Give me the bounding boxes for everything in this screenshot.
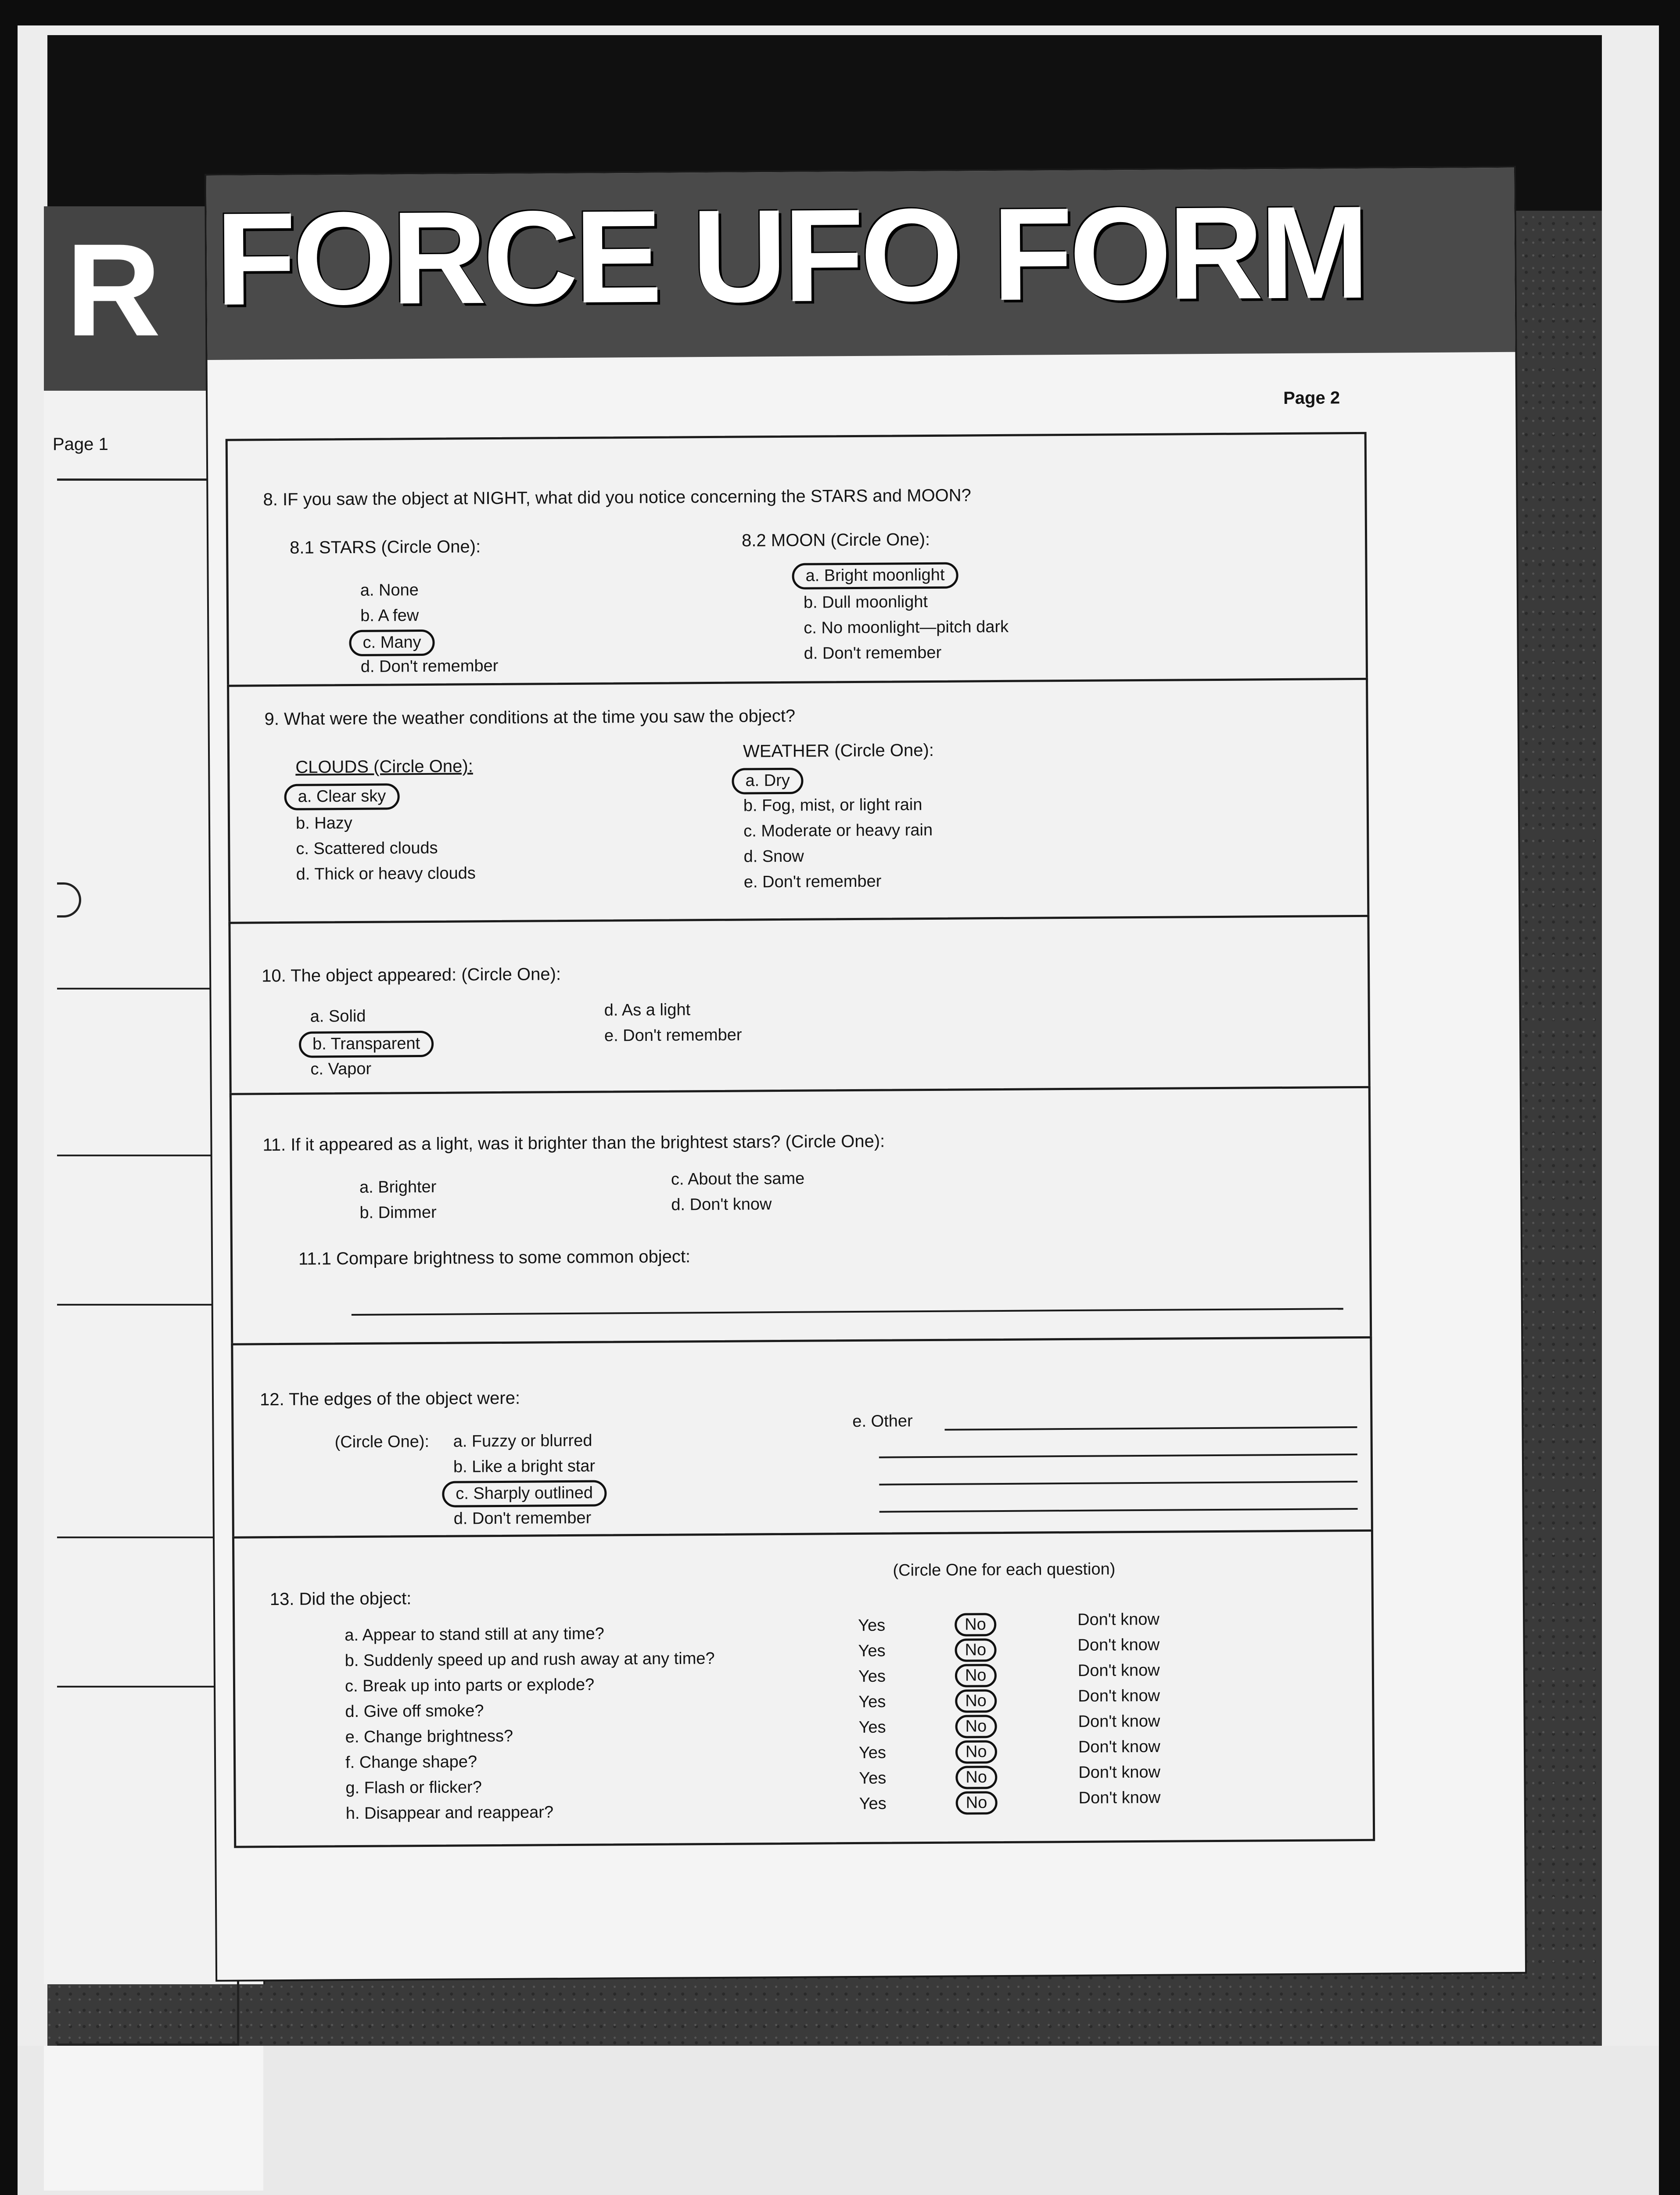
answer-dont-know[interactable]: Don't know: [1077, 1661, 1160, 1680]
answer-dont-know[interactable]: Don't know: [1078, 1712, 1160, 1731]
brightness-option[interactable]: d. Don't know: [671, 1195, 772, 1214]
answer-yes[interactable]: Yes: [859, 1769, 887, 1788]
question-10-section: [228, 915, 1370, 1098]
edges-option[interactable]: d. Don't remember: [453, 1508, 592, 1528]
weather-label: WEATHER (Circle One):: [743, 740, 934, 761]
motion-question: f. Change shape?: [345, 1752, 477, 1772]
edges-other-line[interactable]: [944, 1426, 1357, 1431]
form-title: FORCE UFO FORM: [215, 178, 1367, 333]
answer-yes[interactable]: Yes: [858, 1616, 886, 1635]
edges-option[interactable]: a. Fuzzy or blurred: [453, 1431, 592, 1451]
weather-option[interactable]: e. Don't remember: [743, 872, 882, 892]
stars-option-selected[interactable]: c. Many: [349, 630, 434, 656]
edges-other-label: e. Other: [852, 1412, 913, 1431]
answer-dont-know[interactable]: Don't know: [1078, 1686, 1160, 1706]
stars-option[interactable]: a. None: [360, 581, 419, 600]
answer-no-selected[interactable]: No: [955, 1715, 997, 1738]
answer-no-selected[interactable]: No: [955, 1613, 996, 1637]
weather-option[interactable]: c. Moderate or heavy rain: [743, 820, 933, 841]
back-page-divider: [57, 1155, 237, 1156]
question-13-title: 13. Did the object:: [269, 1589, 412, 1609]
clouds-option-selected[interactable]: a. Clear sky: [284, 783, 399, 810]
appearance-option[interactable]: d. As a light: [604, 1000, 691, 1020]
clouds-option[interactable]: b. Hazy: [295, 813, 352, 833]
question-8-section: [226, 432, 1368, 689]
edges-other-line[interactable]: [879, 1481, 1357, 1486]
stars-option[interactable]: d. Don't remember: [360, 656, 499, 676]
motion-question: a. Appear to stand still at any time?: [345, 1624, 604, 1645]
moon-option[interactable]: d. Don't remember: [804, 643, 942, 663]
motion-question: d. Give off smoke?: [345, 1702, 484, 1721]
brightness-option[interactable]: c. About the same: [671, 1169, 805, 1189]
brightness-compare-label: 11.1 Compare brightness to some common object:: [298, 1247, 691, 1269]
question-12-title: 12. The edges of the object were:: [259, 1388, 521, 1410]
motion-question: e. Change brightness?: [345, 1727, 513, 1747]
edges-circle-label: (Circle One):: [334, 1432, 430, 1452]
back-page-label: Page 1: [53, 435, 108, 454]
clouds-label: CLOUDS (Circle One):: [295, 756, 473, 777]
question-10-title: 10. The object appeared: (Circle One):: [262, 964, 561, 986]
back-banner-fragment: R: [66, 216, 161, 363]
answer-no-selected[interactable]: No: [955, 1689, 997, 1713]
question-13-section: [232, 1529, 1375, 1848]
question-9-section: [227, 678, 1369, 926]
back-page-divider: [57, 1686, 237, 1688]
motion-question: g. Flash or flicker?: [345, 1778, 482, 1798]
moon-option[interactable]: b. Dull moonlight: [803, 592, 928, 612]
answer-yes[interactable]: Yes: [858, 1718, 886, 1737]
form-page-2: [206, 168, 1525, 1980]
moon-label: 8.2 MOON (Circle One):: [741, 529, 930, 551]
form-banner: [206, 168, 1515, 360]
motion-question: b. Suddenly speed up and rush away at any time?: [345, 1649, 715, 1670]
moon-option-selected[interactable]: a. Bright moonlight: [792, 562, 958, 590]
answer-no-selected[interactable]: No: [955, 1664, 997, 1688]
question-13-instruction: (Circle One for each question): [893, 1560, 1116, 1580]
appearance-option[interactable]: a. Solid: [310, 1007, 366, 1026]
clouds-option[interactable]: d. Thick or heavy clouds: [296, 864, 476, 884]
motion-question: h. Disappear and reappear?: [345, 1803, 554, 1823]
question-11-section: [230, 1086, 1372, 1348]
appearance-option-selected[interactable]: b. Transparent: [299, 1031, 434, 1058]
weather-option[interactable]: b. Fog, mist, or light rain: [743, 795, 923, 815]
appearance-option[interactable]: e. Don't remember: [604, 1026, 742, 1045]
stars-option[interactable]: b. A few: [360, 606, 419, 625]
answer-dont-know[interactable]: Don't know: [1077, 1610, 1160, 1629]
back-page-bottom: [44, 2046, 263, 2191]
answer-no-selected[interactable]: No: [956, 1791, 998, 1815]
edges-other-line[interactable]: [879, 1508, 1358, 1513]
scan-lower-blank: [18, 2046, 1659, 2195]
stars-label: 8.1 STARS (Circle One):: [290, 537, 481, 558]
answer-no-selected[interactable]: No: [955, 1766, 997, 1789]
question-8-title: 8. IF you saw the object at NIGHT, what did you notice concerning the STARS and MOON?: [263, 486, 971, 510]
back-page-divider: [57, 1536, 237, 1538]
answer-dont-know[interactable]: Don't know: [1078, 1788, 1161, 1807]
answer-no-selected[interactable]: No: [955, 1740, 997, 1764]
appearance-option[interactable]: c. Vapor: [310, 1059, 372, 1079]
answer-yes[interactable]: Yes: [858, 1641, 886, 1660]
answer-yes[interactable]: Yes: [859, 1794, 887, 1813]
weather-option[interactable]: d. Snow: [743, 847, 804, 866]
back-page-divider: [57, 1304, 237, 1306]
brightness-compare-line[interactable]: [352, 1308, 1343, 1316]
question-11-title: 11. If it appeared as a light, was it brighter than the brightest stars? (Circle One):: [262, 1131, 885, 1155]
answer-yes[interactable]: Yes: [858, 1743, 887, 1762]
answer-dont-know[interactable]: Don't know: [1077, 1635, 1160, 1655]
clouds-option[interactable]: c. Scattered clouds: [296, 838, 438, 858]
brightness-option[interactable]: b. Dimmer: [359, 1203, 437, 1222]
answer-yes[interactable]: Yes: [858, 1667, 886, 1686]
moon-option[interactable]: c. No moonlight—pitch dark: [804, 617, 1009, 637]
edges-option[interactable]: b. Like a bright star: [453, 1457, 596, 1476]
page-number: Page 2: [1283, 388, 1340, 408]
answer-yes[interactable]: Yes: [858, 1692, 886, 1711]
motion-question: c. Break up into parts or explode?: [345, 1675, 595, 1696]
back-page-divider: [57, 988, 237, 990]
answer-dont-know[interactable]: Don't know: [1078, 1737, 1160, 1756]
question-9-title: 9. What were the weather conditions at the time you saw the object?: [264, 706, 796, 729]
weather-option-selected[interactable]: a. Dry: [732, 768, 804, 795]
edges-option-selected[interactable]: c. Sharply outlined: [442, 1480, 607, 1507]
edges-other-line[interactable]: [879, 1454, 1357, 1458]
brightness-option[interactable]: a. Brighter: [359, 1177, 437, 1197]
question-12-section: [231, 1336, 1373, 1541]
answer-no-selected[interactable]: No: [955, 1638, 996, 1662]
answer-dont-know[interactable]: Don't know: [1078, 1763, 1161, 1782]
